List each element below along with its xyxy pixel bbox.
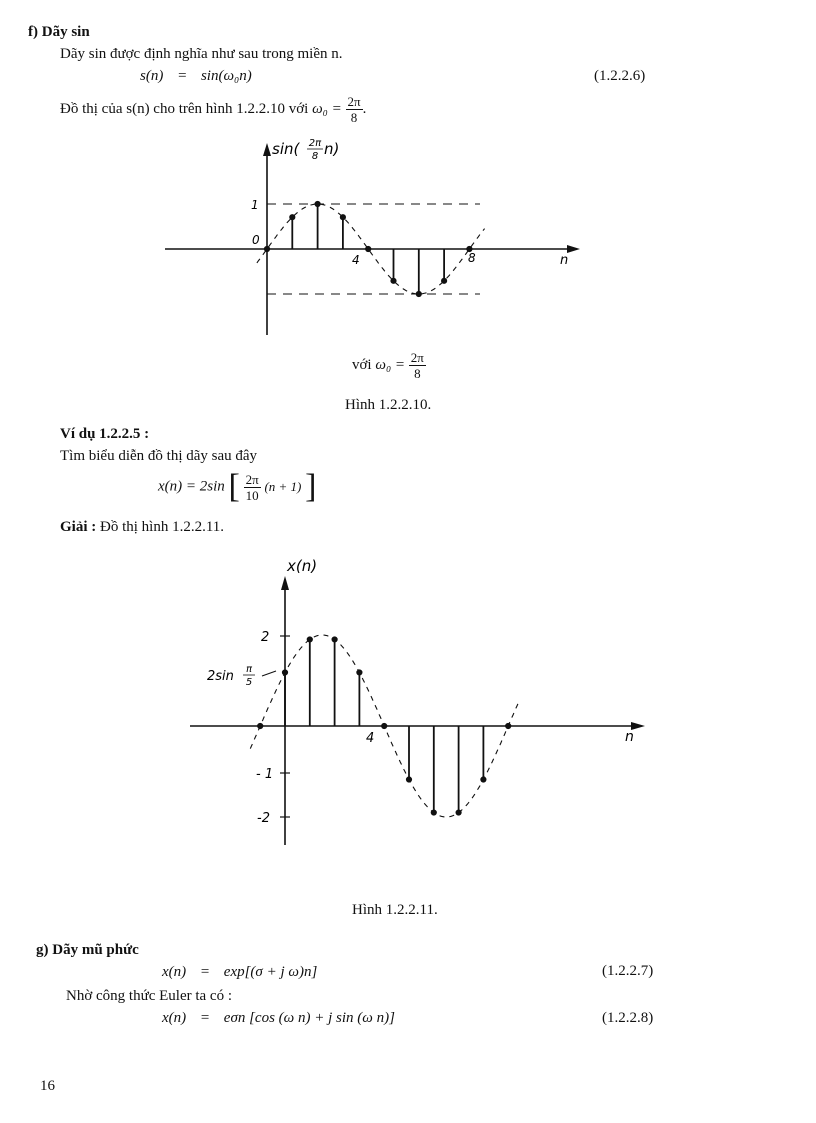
fig2-y-arrow — [281, 576, 289, 590]
example-eq-close-bracket: ] — [305, 468, 317, 505]
fig2-tick-sin-den: 5 — [245, 677, 253, 688]
fig2-plot — [190, 576, 645, 845]
fig2-tick-sin-prefix: 2sin — [207, 669, 234, 684]
fig1-plot — [165, 143, 580, 335]
fig2-point-n5 — [406, 777, 411, 782]
example-eq-lhs: x(n) = 2sin — [158, 478, 225, 495]
eq-1228 — [162, 1010, 395, 1027]
fig1-ylabel-num: 2π — [308, 138, 322, 149]
eq-1226-number: (1.2.2.6) — [594, 68, 646, 84]
eq-1227 — [162, 964, 317, 981]
eq-1226-rhs: sin(ω₀n) — [200, 68, 252, 84]
fig2-xlabel: n — [625, 729, 634, 745]
fig1-caption: Hình 1.2.2.10. — [345, 397, 432, 413]
fig1-tick-1: 1 — [251, 198, 259, 212]
fig2-tick-4: 4 — [366, 731, 375, 746]
eq-1227-lhs: x(n) — [162, 964, 187, 980]
fig1-y-arrow — [263, 143, 271, 156]
fig1-ylabel-prefix: sin( — [272, 140, 300, 158]
example-eq-tail: (n + 1) — [264, 479, 302, 494]
section-f-definition: Dãy sin được định nghĩa như sau trong miền n. — [60, 46, 343, 62]
fig1-point-n3 — [340, 215, 345, 220]
eq-1226-equals: = — [177, 68, 188, 84]
fig1-ylabel-suffix: n) — [324, 140, 340, 158]
fig2-tick-2: 2 — [261, 630, 270, 645]
fig1-x-arrow — [567, 245, 580, 253]
fig1-note-prefix: với — [352, 356, 372, 373]
eq-1228-rhs: eσn [cos (ω n) + j sin (ω n)] — [223, 1010, 395, 1026]
fig2-caption: Hình 1.2.2.11. — [352, 902, 438, 918]
fig2-point-n-1 — [258, 723, 263, 728]
eq-1227-rhs: exp[(σ + j ω)n] — [223, 964, 318, 980]
fig2-point-n1 — [307, 637, 312, 642]
example-eq-open-bracket: [ — [228, 468, 240, 505]
fig1-tick-0: 0 — [252, 233, 260, 247]
example-eq-fraction — [244, 472, 261, 503]
example-eq-den: 10 — [245, 487, 259, 503]
section-g-heading: g) Dãy mũ phức — [36, 942, 139, 958]
eq-1228-lhs: x(n) — [162, 1010, 187, 1026]
fig2-point-n3 — [357, 670, 362, 675]
fig1-point-n6 — [416, 291, 421, 296]
fig2-ylabel: x(n) — [287, 557, 318, 575]
graph-intro-frac-num: 2π — [347, 94, 361, 109]
example-eq-num: 2π — [245, 471, 259, 487]
eq-1227-number: (1.2.2.7) — [602, 963, 654, 979]
fig1-point-n1 — [290, 215, 295, 220]
fig1-xlabel: n — [560, 253, 569, 268]
fig1-point-n4 — [366, 246, 371, 251]
example-heading: Ví dụ 1.2.2.5 : — [60, 426, 150, 442]
eq-1227-equals: = — [199, 964, 211, 980]
fig2-point-n8 — [481, 777, 486, 782]
fig2-point-n0 — [282, 670, 287, 675]
example-solution — [60, 519, 224, 536]
example-solution-label: Giải : — [60, 519, 97, 535]
example-task: Tìm biểu diễn đồ thị dãy sau đây — [60, 448, 258, 464]
fig1-note-fraction — [409, 350, 426, 381]
eq-1226-lhs: s(n) — [140, 68, 164, 84]
fig1-point-n5 — [391, 278, 396, 283]
example-equation — [158, 470, 316, 504]
eq-1228-equals: = — [199, 1010, 211, 1026]
fig2-point-n6 — [431, 810, 436, 815]
section-f-heading: f) Dãy sin — [28, 24, 90, 40]
fig2-tick-m1: - 1 — [256, 767, 274, 782]
fig2-annotation-arrow — [262, 671, 276, 676]
fig1-note-den: 8 — [414, 366, 421, 381]
fig1-note — [352, 350, 426, 381]
fig1-note-num: 2π — [410, 350, 424, 365]
graph-intro-omega: ω₀ = — [312, 100, 342, 117]
eq-1228-number: (1.2.2.8) — [602, 1010, 654, 1026]
fig2-point-n2 — [332, 637, 337, 642]
fig2-point-n9 — [506, 723, 511, 728]
fig1-point-n7 — [442, 278, 447, 283]
fig2-tick-m2: -2 — [257, 811, 270, 826]
fig2-point-n4 — [382, 723, 387, 728]
graph-intro-frac-den: 8 — [350, 110, 358, 125]
fig1-point-n0 — [264, 246, 269, 251]
page-number: 16 — [40, 1078, 55, 1094]
fig1-tick-8: 8 — [468, 251, 476, 265]
graph-intro-text: Đồ thị của s(n) cho trên hình 1.2.2.10 với — [60, 100, 309, 117]
euler-text: Nhờ công thức Euler ta có : — [66, 988, 233, 1004]
fig1-tick-4: 4 — [352, 253, 360, 267]
fig2-tick-sin-num: π — [245, 664, 253, 675]
fig1-ylabel-den: 8 — [311, 151, 319, 162]
fig2-point-n7 — [456, 810, 461, 815]
graph-intro-period: . — [362, 100, 367, 117]
fig1-point-n2 — [315, 201, 320, 206]
example-solution-text: Đồ thị hình 1.2.2.11. — [96, 519, 225, 535]
fig1-note-omega: ω₀ = — [375, 356, 406, 373]
